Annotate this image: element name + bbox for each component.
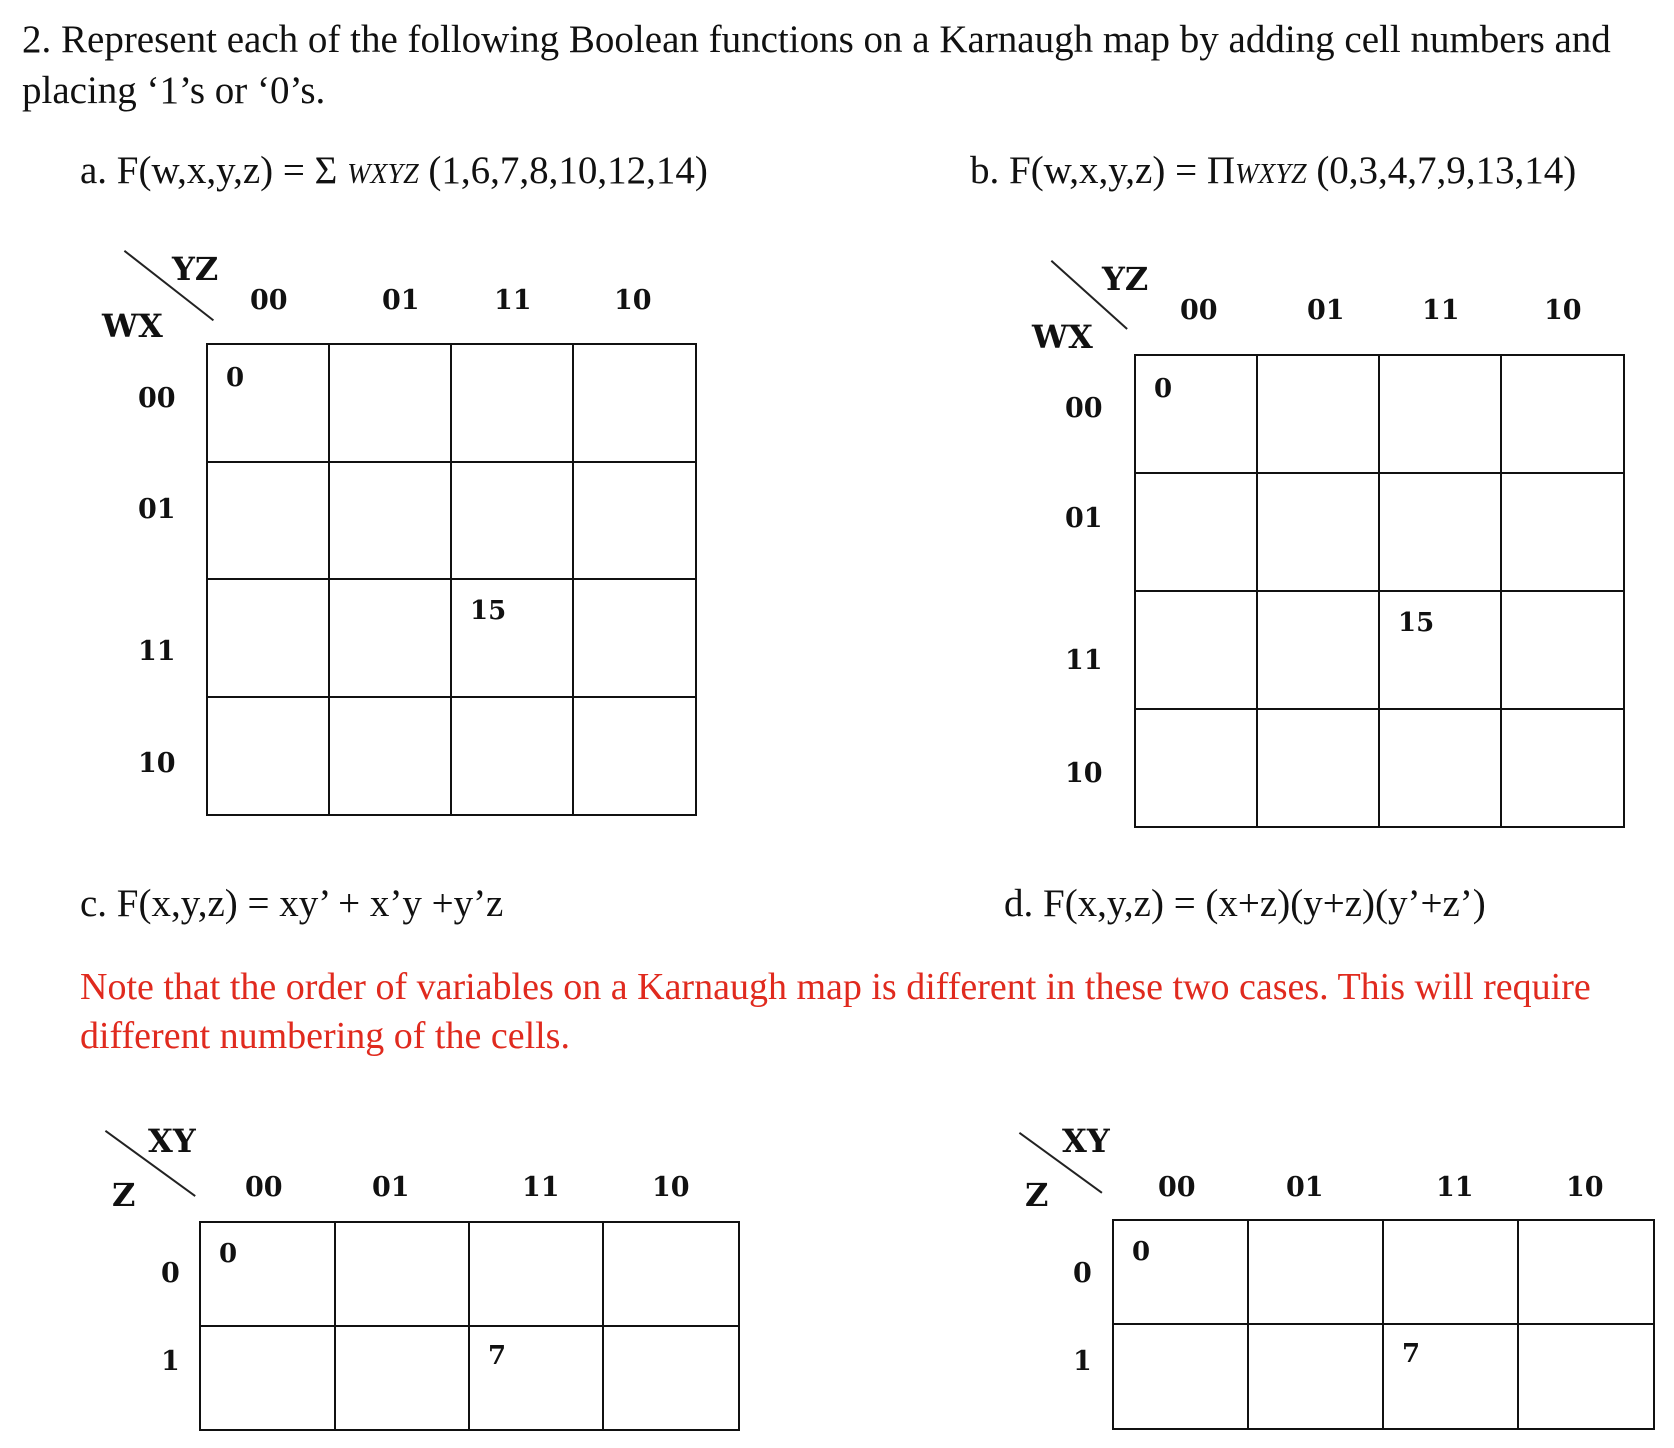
kmap-d-col-label: 00 bbox=[1158, 1172, 1196, 1203]
kmap-b-grid bbox=[1134, 354, 1625, 828]
part-c-label: c. F(x,y,z) = xy’ + x’y +y’z bbox=[80, 882, 504, 925]
kmap-a-row-label: 11 bbox=[138, 636, 176, 667]
kmap-cell[interactable] bbox=[1380, 356, 1502, 474]
kmap-a-col-var: YZ bbox=[172, 250, 219, 288]
cell-number: 15 bbox=[470, 596, 507, 626]
kmap-a-row-label: 00 bbox=[138, 383, 176, 414]
part-b-suffix: (0,3,4,7,9,13,14) bbox=[1306, 149, 1577, 192]
kmap-cell[interactable] bbox=[330, 345, 452, 463]
kmap-a-col-label: 10 bbox=[614, 285, 652, 316]
kmap-a-row-var: WX bbox=[102, 307, 163, 345]
kmap-cell[interactable] bbox=[452, 345, 574, 463]
kmap-cell[interactable] bbox=[1114, 1221, 1249, 1325]
kmap-d-grid bbox=[1112, 1219, 1655, 1430]
kmap-cell[interactable] bbox=[330, 463, 452, 580]
kmap-cell[interactable] bbox=[452, 580, 574, 698]
kmap-a-col-label: 00 bbox=[250, 285, 288, 316]
kmap-cell[interactable] bbox=[452, 698, 574, 814]
kmap-d-col-label: 01 bbox=[1286, 1172, 1324, 1203]
kmap-a-col-label: 11 bbox=[494, 285, 532, 316]
kmap-cell[interactable] bbox=[574, 345, 695, 463]
cell-number: 7 bbox=[488, 1341, 507, 1371]
kmap-cell[interactable] bbox=[1519, 1221, 1653, 1325]
kmap-c-col-label: 00 bbox=[245, 1172, 283, 1203]
kmap-cell[interactable] bbox=[452, 463, 574, 580]
kmap-d-col-label: 11 bbox=[1436, 1172, 1474, 1203]
kmap-cell[interactable] bbox=[1380, 592, 1502, 710]
kmap-cell[interactable] bbox=[574, 698, 695, 814]
kmap-c-row-label: 1 bbox=[161, 1346, 180, 1377]
kmap-cell[interactable] bbox=[1502, 710, 1623, 826]
kmap-c-col-var: XY bbox=[148, 1122, 196, 1160]
cell-number: 15 bbox=[1398, 608, 1435, 638]
kmap-cell[interactable] bbox=[1136, 710, 1258, 826]
kmap-cell[interactable] bbox=[1258, 592, 1380, 710]
kmap-cell[interactable] bbox=[1249, 1325, 1384, 1428]
note-text: Note that the order of variables on a Karnaugh map is different in these two cases. This will require different numbering of the cells. bbox=[80, 966, 1591, 1057]
kmap-cell[interactable] bbox=[1258, 356, 1380, 474]
cell-number: 0 bbox=[1132, 1237, 1151, 1267]
part-a-suffix: (1,6,7,8,10,12,14) bbox=[418, 149, 708, 192]
kmap-cell[interactable] bbox=[1249, 1221, 1384, 1325]
kmap-c-col-label: 10 bbox=[652, 1172, 690, 1203]
kmap-cell[interactable] bbox=[1136, 474, 1258, 592]
kmap-d-col-var: XY bbox=[1062, 1122, 1110, 1160]
kmap-b-col-label: 11 bbox=[1422, 295, 1460, 326]
kmap-cell[interactable] bbox=[1519, 1325, 1653, 1428]
kmap-cell[interactable] bbox=[330, 580, 452, 698]
kmap-cell[interactable] bbox=[1258, 474, 1380, 592]
kmap-d-row-label: 1 bbox=[1073, 1346, 1092, 1377]
kmap-b-row-label: 11 bbox=[1065, 645, 1103, 676]
kmap-cell[interactable] bbox=[1502, 592, 1623, 710]
kmap-cell[interactable] bbox=[208, 698, 330, 814]
kmap-a-grid bbox=[206, 343, 697, 816]
part-a-label bbox=[80, 148, 708, 198]
kmap-b-row-label: 01 bbox=[1065, 503, 1103, 534]
kmap-cell[interactable] bbox=[604, 1223, 738, 1327]
kmap-cell[interactable] bbox=[574, 580, 695, 698]
kmap-cell[interactable] bbox=[1502, 474, 1623, 592]
kmap-cell[interactable] bbox=[604, 1327, 738, 1429]
kmap-b-col-label: 01 bbox=[1307, 295, 1345, 326]
kmap-cell[interactable] bbox=[330, 698, 452, 814]
kmap-cell[interactable] bbox=[1384, 1325, 1519, 1428]
kmap-cell[interactable] bbox=[1380, 710, 1502, 826]
kmap-c-col-label: 11 bbox=[522, 1172, 560, 1203]
kmap-cell[interactable] bbox=[1502, 356, 1623, 474]
kmap-a-col-label: 01 bbox=[382, 285, 420, 316]
kmap-b-row-label: 00 bbox=[1065, 393, 1103, 424]
kmap-cell[interactable] bbox=[208, 463, 330, 580]
kmap-cell[interactable] bbox=[1136, 592, 1258, 710]
kmap-cell[interactable] bbox=[201, 1327, 336, 1429]
kmap-cell[interactable] bbox=[1258, 710, 1380, 826]
kmap-c-grid bbox=[199, 1221, 740, 1431]
part-d-label: d. F(x,y,z) = (x+z)(y+z)(y’+z’) bbox=[1004, 882, 1486, 925]
cell-number: 0 bbox=[219, 1239, 238, 1269]
kmap-cell[interactable] bbox=[470, 1327, 604, 1429]
kmap-b-col-label: 10 bbox=[1544, 295, 1582, 326]
kmap-cell[interactable] bbox=[470, 1223, 604, 1327]
kmap-cell[interactable] bbox=[201, 1223, 336, 1327]
part-a-prefix: a. F(w,x,y,z) = Σ bbox=[80, 149, 348, 192]
cell-number: 0 bbox=[226, 363, 245, 393]
kmap-cell[interactable] bbox=[1114, 1325, 1249, 1428]
kmap-b-col-label: 00 bbox=[1180, 295, 1218, 326]
kmap-cell[interactable] bbox=[1380, 474, 1502, 592]
kmap-b-row-label: 10 bbox=[1065, 758, 1103, 789]
question-text: 2. Represent each of the following Boolean functions on a Karnaugh map by adding cell numbers and placing ‘1’s or ‘0’s. bbox=[22, 18, 1611, 112]
part-b-subscript: WXYZ bbox=[1234, 159, 1307, 190]
cell-number: 0 bbox=[1154, 374, 1173, 404]
kmap-b-col-var: YZ bbox=[1102, 260, 1149, 298]
kmap-cell[interactable] bbox=[574, 463, 695, 580]
kmap-cell[interactable] bbox=[1384, 1221, 1519, 1325]
kmap-c-row-var: Z bbox=[112, 1176, 136, 1214]
kmap-a-row-label: 10 bbox=[138, 748, 176, 779]
part-a-subscript: WXYZ bbox=[347, 159, 419, 190]
kmap-d-col-label: 10 bbox=[1566, 1172, 1604, 1203]
kmap-a-row-label: 01 bbox=[138, 494, 176, 525]
kmap-b-row-var: WX bbox=[1032, 318, 1093, 356]
kmap-c-row-label: 0 bbox=[161, 1258, 180, 1289]
part-b-prefix: b. F(w,x,y,z) = Π bbox=[970, 149, 1235, 192]
part-b-label bbox=[970, 148, 1576, 198]
kmap-d-row-var: Z bbox=[1025, 1176, 1049, 1214]
cell-number: 7 bbox=[1402, 1339, 1421, 1369]
kmap-d-row-label: 0 bbox=[1073, 1258, 1092, 1289]
kmap-cell[interactable] bbox=[336, 1223, 470, 1327]
kmap-c-col-label: 01 bbox=[372, 1172, 410, 1203]
kmap-cell[interactable] bbox=[336, 1327, 470, 1429]
kmap-cell[interactable] bbox=[1136, 356, 1258, 474]
kmap-cell[interactable] bbox=[208, 345, 330, 463]
kmap-cell[interactable] bbox=[208, 580, 330, 698]
